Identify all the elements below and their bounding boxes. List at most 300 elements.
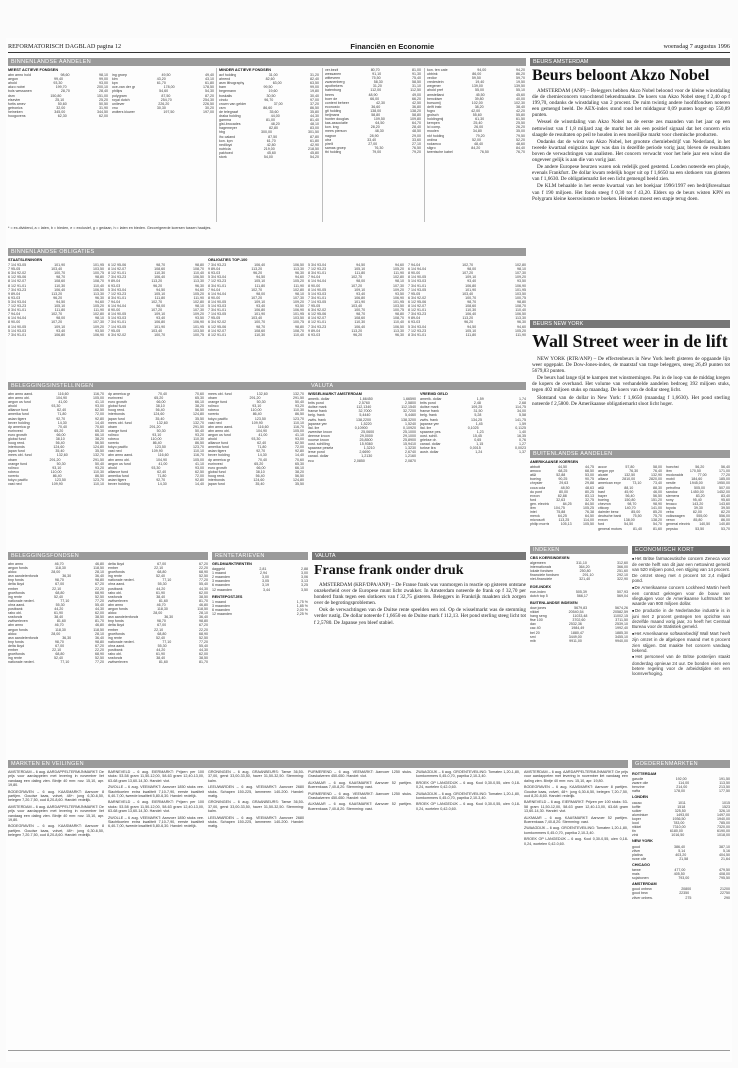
row-value: 292,10 (616, 573, 628, 578)
row-label: eoe-index (530, 589, 546, 594)
row-label: nafta (632, 789, 640, 794)
row-label: algemeen (530, 561, 546, 566)
row-value: 116,60 (57, 392, 69, 396)
row-value: 123,70 (193, 445, 204, 450)
row-value: 1,3210 (363, 446, 375, 451)
row-label: gen. electric (530, 501, 550, 506)
row-value: 5,16 (722, 848, 730, 853)
row-value: 2,00 % (296, 607, 308, 612)
row-value: 505,00 (694, 485, 705, 490)
row-label: abn amro aand. (208, 424, 234, 429)
row-value: 105,20 (93, 304, 104, 309)
row-value: 105,00 (92, 396, 104, 401)
table-row (598, 527, 662, 531)
row-value: 101,95 (293, 312, 304, 317)
row-label: 8 90-00 (308, 283, 321, 288)
row-value: 46,80 (199, 602, 208, 607)
row-value: 1,5240 (404, 421, 416, 426)
row-label: 7 3/4 93-23 (108, 275, 127, 280)
row-label: bever holding (8, 420, 30, 425)
table-binnen-col-4 (427, 68, 525, 222)
row-value: 111,90 (193, 295, 204, 300)
row-value: 56,40 (155, 408, 165, 413)
table-meest-actieve-title: MEEST ACTIEVE FONDSEN (8, 68, 59, 72)
row-label: turkse lira (420, 446, 436, 451)
section-valuta: VALUTA (312, 552, 526, 560)
row-value: 132,70 (192, 420, 204, 425)
paragraph: ZWAAGDIJK – 6 aug. GROENTEVEILING: Tomaten 1,20-1,80, komkommers 0,45-0,70, paprika 2,10-3,40. (524, 826, 628, 835)
table-fondsen-2 (108, 562, 208, 752)
row-value: 3449,00 (568, 634, 582, 639)
row-value: 76,38 (585, 510, 594, 515)
table-wisselmarkt: WISSELMARKT AMSTERDAM amerik. dollar 1,66450 1,66590 brits pond 2,5760 2,5800 duitse mark 112,1340 112,1540 franse frank 32,7000 32,7200 belg. frank 5,4440 5,4460 zwits. frank 138,2200 138,3200 japanse yen 1,5220 1,5240 ital. lire 0,10900 0,10920 zweedse kroon 25,0600 25,1000 deense kroon 29,0000 29,1000 noorse kroon 25,8500 25,8900 oost. schilling 15,9360 15,9410 spaanse peseta 1,3210 1,3230 ierse pond 2,6690 2,6740 canad. dollar 1,2130 1,2160 ecu 2,0850 2,0870 (308, 392, 416, 463)
row-value: 254,30 (203, 97, 214, 102)
row-value: 56,50 (195, 408, 204, 413)
row-label: nutricia (219, 146, 231, 151)
row-value: 92,70 (56, 416, 66, 421)
markten-col-1 (8, 770, 104, 1050)
row-value: 98,00 (356, 279, 366, 284)
row-value: 124,80 (92, 445, 104, 450)
row-label: 8 1/4 90-05 (108, 312, 127, 317)
row-label: 8 1/2 91-01 (208, 332, 227, 337)
row-label: tokyo pacific (8, 477, 28, 482)
row-label: 8 1/4 90-05 (408, 275, 427, 280)
row-value: 59,50 (471, 76, 481, 81)
row-value: 106,50 (293, 263, 304, 268)
table-binnen-col-1b (112, 68, 214, 222)
row-value: 93,00 (194, 465, 204, 470)
row-label: hagemeyer (219, 126, 237, 131)
row-value: 116,70 (193, 453, 204, 458)
row-label: 7 3/4 91-01 (108, 320, 127, 325)
row-value: 42,80 (266, 142, 276, 147)
row-label: robeco (208, 408, 219, 413)
row-label: franse frank (420, 409, 439, 414)
row-value: 107,30 (192, 308, 204, 313)
row-value: 62,40 (57, 408, 67, 413)
row-value: 38,50 (94, 615, 104, 620)
row-value: 73,10 (632, 481, 642, 486)
row-value: 322,90 (617, 577, 628, 582)
row-label: unilever (112, 101, 125, 106)
row-label: mees obl. fund (208, 392, 232, 396)
row-label: cindu (219, 97, 228, 102)
row-value: 1940,00 (717, 816, 730, 821)
row-value: 62,50 (95, 408, 104, 413)
row-label: heineken (8, 109, 23, 114)
footer-note: * = ex-dividend, a = laten, b = bieden, e = exclusief, g = gedaan, h = laten en bieden. Gecorrigeerde koersen tussen haakjes. (8, 226, 212, 230)
row-value: 104,90 (155, 457, 167, 462)
table-amerik-koersen: AMERIKAANSE KOERSEN abbott 44,50 44,75 amoco 68,25 68,50 at&t 52,88 53,00 boeing 90,25 90,75 chrysler 29,63 29,88 coca cola 48,50 48,63 du pont 80,00 80,25 exxon 82,88 83,13 ford 32,63 32,75 gen. electric 84,25 84,50 ibm 104,75 105,25 intel 75,88 76,38 merck 64,25 64,50 microsoft 113,25 114,00 philip morris 105,13 105,50 (530, 460, 594, 527)
row-value: 3,44 (262, 587, 270, 592)
row-label: 8 1/4 92-07 (108, 267, 127, 272)
row-value: 110,30 (193, 437, 204, 442)
table-row (632, 789, 730, 793)
row-value: 105,10 (465, 328, 477, 333)
row-value: 3,05 (261, 579, 269, 584)
row-label: noorse kroon (308, 438, 329, 443)
row-label: global fund (8, 437, 26, 442)
row-label: goud bew. (632, 891, 649, 896)
row-label: 7 95-05 (108, 328, 121, 333)
row-value: 56,50 (653, 493, 662, 498)
row-label: zwitserleven (8, 619, 28, 624)
row-value: 124,60 (53, 445, 65, 450)
row-value: 113,30 (515, 316, 526, 321)
row-value: 106,80 (154, 320, 166, 325)
row-value: 113,20 (462, 316, 474, 321)
row-value: 80,25 (585, 489, 594, 494)
row-value: 54,70 (652, 522, 662, 527)
row-value: 102,00 (471, 100, 483, 105)
row-value: 106,40 (54, 287, 66, 292)
row-label: japanse yen (308, 421, 328, 426)
row-value: 110,00 (150, 437, 162, 442)
row-value: 22,10 (52, 586, 62, 591)
row-value: 3711,50 (615, 618, 628, 623)
row-value: 98,00 (256, 291, 266, 296)
row-value: 104,75 (553, 506, 565, 511)
row-value: 219,00 (263, 146, 275, 151)
row-label: ihc caland (219, 134, 236, 139)
row-value: 34,00 (516, 409, 526, 414)
table-meest-actieve (8, 68, 108, 222)
row-value: 114,00 (678, 781, 690, 786)
row-value: 28,70 (60, 89, 70, 94)
row-value: 113,20 (351, 328, 363, 333)
row-label: obam (8, 457, 17, 462)
row-value: 50,60 (57, 101, 67, 106)
row-label: ecu (308, 458, 314, 463)
row-value: 100,75 (193, 332, 204, 337)
markten-col-2 (108, 770, 204, 1050)
row-value: 116,60 (257, 424, 269, 429)
row-value: 68,80 (157, 631, 167, 636)
row-value: 54,60 (159, 89, 169, 94)
row-value: 107,30 (292, 295, 304, 300)
row-value: 75,40 (412, 76, 421, 81)
row-label: siemens (666, 493, 680, 498)
row-label: at&t (530, 473, 537, 478)
row-value: 110,30 (154, 271, 166, 276)
row-label: beers (325, 92, 334, 97)
row-value: 31,00 (268, 73, 278, 78)
row-value: 98,10 (295, 291, 304, 296)
row-label: 8 1/2 91-01 (408, 308, 427, 313)
row-label: vedior (427, 76, 437, 81)
row-value: 36,40 (95, 574, 104, 579)
table-vreemd-geld: VREEMD GELD amerik. dollar 1,59 1,74 brits pond 2,48 2,68 duitse mark 109,25 114,75 franse frank 31,50 34,00 belg. frank 5,28 5,58 zwits. frank 134,25 141,75 japanse yen 1,45 1,59 ital. lire 0,1025 0,1125 spaanse pes. 1,23 1,40 oost. schill. 15,45 16,35 griekse dr. 0,65 0,76 canad. dollar 1,15 1,27 turkse lira 0,0015 0,0023 austr. dollar 1,24 1,37 (420, 392, 526, 455)
row-value: 29,0000 (359, 433, 373, 438)
row-value: 38,20 (295, 469, 304, 474)
row-label: vast ned (8, 482, 22, 487)
row-value: 345,00 (54, 109, 66, 114)
row-label: sojabonen (632, 876, 649, 881)
row-value: 59,70 (515, 76, 525, 81)
table-row (530, 639, 628, 643)
row-label: boer de (325, 96, 338, 101)
row-label: 5 3/4 93-04 (408, 324, 427, 329)
row-value: 61,90 (54, 611, 63, 616)
row-value: 141,75 (514, 417, 526, 422)
row-label: cac 40 (530, 626, 541, 631)
row-value: 0,1125 (515, 425, 526, 430)
row-label: 1 maand (212, 599, 226, 604)
table-row (632, 876, 730, 880)
section-buitenlandse-aandelen: BUITENLANDSE AANDELEN (530, 450, 730, 458)
row-value: 28,10 (95, 631, 104, 636)
row-label: 7 1/2 93-23 (208, 279, 227, 284)
row-label: ital. lire (420, 425, 432, 430)
row-value: 63,00 (272, 81, 282, 86)
row-label: mobil (666, 477, 675, 482)
row-value: 109,90 (151, 449, 163, 454)
row-label: 8 90-00 (208, 295, 221, 300)
row-value: 275 (685, 895, 692, 900)
row-label: alliance fund (208, 441, 229, 446)
table-row (112, 110, 214, 114)
row-label: aegon us fund (108, 461, 131, 466)
row-label: pirelli (325, 141, 334, 146)
row-value: 22,20 (95, 586, 104, 591)
row-value: 109,50 (373, 117, 385, 122)
table-belegg-1 (8, 392, 104, 548)
row-label: dax (530, 622, 536, 627)
row-value: 106,90 (393, 295, 404, 300)
row-label: 5 1/4 93-03 (8, 328, 27, 333)
row-value: 291,50 (293, 396, 304, 401)
row-label: mees pierson (325, 129, 347, 134)
row-label: abn amro aand. (8, 392, 34, 396)
row-value: 44,30 (199, 586, 208, 591)
row-label: delta lloyd (8, 582, 25, 587)
row-value: 22,20 (95, 647, 104, 652)
row-label: texaco (666, 501, 677, 506)
row-value: 105,10 (354, 267, 366, 272)
row-value: 93,00 (98, 81, 108, 86)
row-label: canad. dollar (308, 454, 329, 459)
row-value: 48,63 (585, 485, 594, 490)
row-value: 61,90 (156, 652, 165, 657)
row-label: amerika fund (108, 473, 129, 478)
row-label: vast ned (108, 449, 122, 454)
row-value: 38,10 (255, 469, 265, 474)
row-value: 54,30 (204, 89, 214, 94)
row-label: 8 3/4 91-01 (208, 283, 227, 288)
row-label: moolen (427, 129, 439, 134)
row-value: 138,00 (370, 108, 382, 113)
row-value: 27,00 (368, 141, 378, 146)
row-value: 50,40 (195, 428, 204, 433)
row-value: 110,40 (393, 320, 404, 325)
row-value: 94,00 (477, 68, 487, 72)
row-value: 82,20 (720, 510, 730, 515)
row-label: de telegraaf (219, 109, 238, 114)
row-label: zwits. frank (308, 417, 326, 422)
row-value: 56,40 (721, 465, 730, 470)
row-label: volkswagen (666, 514, 685, 519)
row-label: abn amro obl. (108, 457, 130, 462)
row-value: 50,50 (98, 101, 108, 106)
row-value: 38,20 (95, 437, 104, 442)
row-value: 105,10 (154, 291, 166, 296)
row-label: asm lithography (219, 81, 245, 86)
row-label: petrofina (666, 485, 680, 490)
row-label: ahold (8, 81, 17, 86)
row-value: 101,90 (54, 263, 66, 268)
row-label: zilver onbew. (632, 895, 653, 900)
row-value: 139,50 (513, 84, 525, 89)
row-label: belg. frank (308, 413, 325, 418)
row-value: 98,70 (56, 275, 66, 280)
row-value: 387,10 (719, 844, 730, 849)
row-value: 106,50 (393, 324, 404, 329)
row-label: csm (219, 105, 226, 110)
row-value: 61,30 (475, 117, 485, 122)
row-value: 113,25 (558, 518, 570, 523)
row-value: 102,80 (192, 299, 204, 304)
row-value: 1950,00 (717, 481, 730, 486)
row-value: 132,70 (292, 392, 304, 396)
row-value: 109,20 (93, 324, 104, 329)
row-value: 1,40 (518, 429, 526, 434)
row-value: 75,50 (632, 514, 642, 519)
table-minder-actieve-title: MINDER ACTIEVE FONDSEN (219, 68, 271, 72)
row-value: 106,50 (515, 312, 526, 317)
row-value: 106,90 (193, 320, 204, 325)
row-label: ember (8, 647, 19, 652)
row-value: 66,00 (256, 465, 266, 470)
row-value: 62,00 (199, 652, 208, 657)
row-value: 197,00 (203, 109, 214, 114)
row-label: rorento (8, 473, 20, 478)
row-label: 5 3/4 93-04 (208, 275, 227, 280)
row-value: 102,80 (392, 275, 404, 280)
row-value: 177,50 (719, 789, 730, 794)
row-value: 75,70 (652, 514, 662, 519)
row-value: 151,00 (96, 93, 108, 98)
row-value: 86,40 (152, 441, 162, 446)
row-label: abn amro hold (8, 73, 31, 78)
row-value: 30,20 (204, 105, 214, 110)
row-label: sandoz (666, 489, 678, 494)
row-label: 3 maanden (212, 603, 230, 608)
paragraph: GRONINGEN – 6 aug. GRAANBEURS: Tarwe 36,50-37,00, gerst 33,00-33,50, haver 31,50-32,50. Stemming: kalm. (208, 770, 304, 783)
row-label: 7 1/4 93-05 (208, 312, 227, 317)
row-value: 46,00 (652, 489, 662, 494)
row-label: ahrend (219, 77, 231, 82)
row-label: abn amro (108, 602, 124, 607)
row-label: vast ned (208, 420, 222, 425)
row-label: 6 3/4 92-02 (8, 271, 27, 276)
paragraph: Slotstand van de dollar in New York: f 1,6650 (maandag f 1,6630). Het pond sterling noteerde f 2,5800. De Amerikaanse obligatiemarkt sloot licht hoger. (532, 394, 730, 407)
headline-wall-street: Wall Street weer in de lift (532, 331, 728, 351)
row-value: 93,10 (252, 404, 262, 409)
row-label: boeing (530, 477, 541, 482)
row-label: abn amro (8, 562, 24, 566)
row-value: 58,00 (652, 465, 662, 470)
row-value: 109,10 (254, 299, 266, 304)
row-value: 48,60 (515, 141, 525, 146)
row-value: 793,00 (678, 876, 690, 881)
row-label: 7 1/4 93-05 (408, 287, 427, 292)
row-label: ember (108, 627, 119, 632)
row-label: 8 3/4 91-01 (8, 308, 27, 313)
row-value: 62,00 (199, 590, 208, 595)
row-value: 132,50 (624, 473, 636, 478)
table-row (530, 577, 628, 581)
row-value: 184,60 (691, 477, 703, 482)
row-value: 25,1000 (402, 429, 416, 434)
row-value: 98,80 (94, 578, 104, 583)
row-value: 326,10 (719, 808, 730, 813)
row-value: 98,80 (195, 263, 204, 268)
row-label: ford (530, 497, 537, 502)
row-value: 35,40 (55, 449, 65, 454)
bottom-rule (8, 1050, 730, 1051)
row-value: 291,20 (49, 457, 61, 462)
row-label: groeifonds (8, 652, 25, 657)
row-value: 408,00 (719, 872, 730, 877)
row-value: 1,15 (476, 442, 484, 447)
row-value: 82,40 (309, 77, 319, 82)
row-value: 291,20 (149, 424, 161, 429)
table-row (427, 150, 525, 154)
row-value: 93,30 (53, 81, 63, 86)
row-value: 93,20 (95, 465, 104, 470)
row-value: 68,80 (55, 652, 65, 657)
row-label: ibm (666, 469, 672, 474)
row-value: 103,40 (462, 291, 474, 296)
row-value: 2810,00 (622, 477, 636, 482)
row-value: 84,40 (516, 145, 525, 150)
article-valuta-body (314, 582, 526, 654)
row-value: 76,30 (374, 145, 384, 150)
row-value: 218,50 (308, 146, 319, 151)
row-value: 405,50 (673, 872, 685, 877)
row-label: chevron (598, 501, 611, 506)
row-value: 102,80 (514, 263, 526, 268)
row-value: 344,50 (97, 109, 108, 114)
row-value: 44,75 (585, 465, 594, 470)
row-label: oost. schill. (420, 433, 438, 438)
row-value: 29,1000 (403, 433, 416, 438)
row-value: 1,24 (475, 450, 483, 455)
row-value: 93,10 (52, 465, 62, 470)
row-label: dsm (8, 93, 15, 98)
row-label: allianz (598, 477, 609, 482)
row-value: 103,50 (292, 316, 304, 321)
row-value: 35,80 (309, 109, 319, 114)
row-value: 113,20 (251, 267, 263, 272)
row-value: 31,90 (99, 105, 108, 110)
commodity-group-title: AMSTERDAM (632, 882, 657, 887)
row-value: 79,20 (411, 149, 421, 154)
row-value: 42,30 (375, 100, 385, 105)
row-value: 86,50 (294, 412, 304, 417)
row-value: 118,30 (157, 607, 168, 612)
table-row (325, 150, 421, 154)
row-label: bever holding (108, 482, 130, 487)
row-label: smi (530, 634, 536, 639)
row-label: asian tigers (8, 416, 27, 421)
row-value: 1,45 (475, 421, 483, 426)
row-label: rolinco (8, 465, 19, 470)
paragraph: BROEK OP LANGEDIJK – 6 aug. Kool 0,30-0,55, uien 0,18-0,24, wortelen 0,42-0,60. (524, 837, 628, 846)
row-label: 6 1/2 95-06 (208, 324, 227, 329)
row-value: 66,10 (194, 400, 204, 405)
